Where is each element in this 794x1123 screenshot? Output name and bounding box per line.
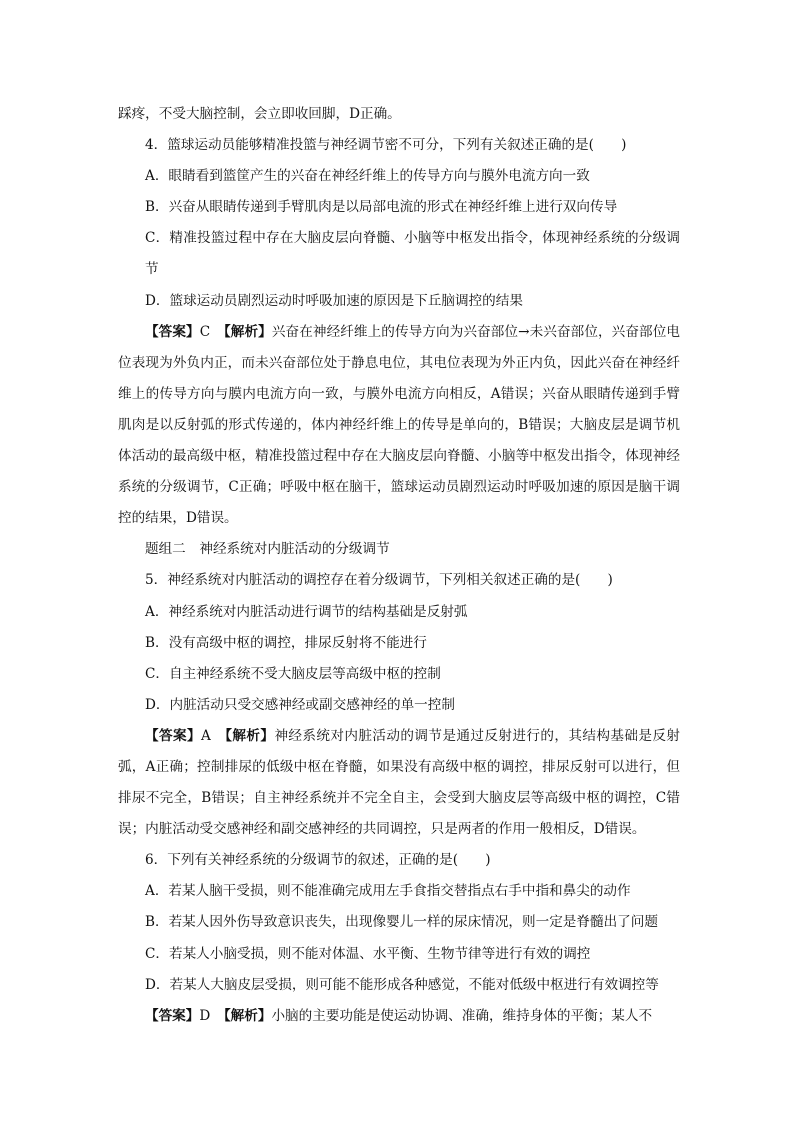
- question-4-option-d: D．篮球运动员剧烈运动时呼吸加速的原因是下丘脑调控的结果: [145, 292, 523, 309]
- question-6-option-d: D．若某人大脑皮层受损，则可能不能形成各种感觉，不能对低级中枢进行有效调控等: [145, 976, 659, 993]
- question-5-option-c: C．自主神经系统不受大脑皮层等高级中枢的控制: [145, 665, 441, 682]
- question-5-stem: 5．神经系统对内脏活动的调控存在着分级调节，下列相关叙述正确的是( ): [145, 572, 613, 589]
- document-body: [118, 99, 680, 1032]
- answer-letter: D: [199, 1007, 224, 1024]
- question-6-option-c: C．若某人小脑受损，则不能对体温、水平衡、生物节律等进行有效的调控: [145, 945, 591, 962]
- question-4-stem: 4．篮球运动员能够精准投篮与神经调节密不可分，下列有关叙述正确的是( ): [145, 137, 627, 154]
- continued-explanation: 踩疼，不受大脑控制，会立即收回脚，D正确。: [118, 106, 401, 122]
- analysis-text: 兴奋在神经纤维上的传导方向为兴奋部位→未兴奋部位，兴奋部位电位表现为外负内正，而未兴奋部位处于静息电位，其电位表现为外正内负，因此兴奋在神经纤维上的传导方向与膜内电流方向一致，与膜外电流方向相反，A错误；兴奋从眼睛传递到手臂肌肉是以反射弧的形式传递的，体内神经纤维上的传导是单向的，B错误；大脑皮层是调节机体活动的最高级中枢，精准投篮过程中存在大脑皮层向脊髓、小脑等中枢发出指令，体现神经系统的分级调节，C正确；呼吸中枢在脑干，篮球运动员剧烈运动时呼吸加速的原因是脑干调控的结果，D错误。: [118, 323, 681, 527]
- answer-tag: 【答案】: [145, 323, 200, 340]
- question-5-option-b: B．没有高级中枢的调控，排尿反射将不能进行: [145, 634, 427, 651]
- question-5-option-a: A．神经系统对内脏活动进行调节的结构基础是反射弧: [145, 603, 468, 620]
- analysis-text: 小脑的主要功能是使运动协调、准确，维持身体的平衡；某人不: [271, 1007, 653, 1024]
- answer-tag: 【答案】: [145, 727, 201, 744]
- answer-5: [118, 721, 680, 845]
- question-6-option-b: B．若某人因外伤导致意识丧失，出现像婴儿一样的尿床情况，则一定是脊髓出了问题: [145, 914, 658, 931]
- analysis-tag: 【解析】: [223, 1007, 272, 1024]
- answer-tag: 【答案】: [145, 1007, 200, 1024]
- question-4-option-c: C．精准投篮过程中存在大脑皮层向脊髓、小脑等中枢发出指令，体现神经系统的分级调节: [145, 230, 680, 278]
- answer-6: [118, 1001, 680, 1032]
- analysis-tag: 【解析】: [225, 727, 275, 744]
- group-2-heading: 题组二 神经系统对内脏活动的分级调节: [145, 541, 390, 558]
- answer-letter: C: [199, 323, 224, 340]
- answer-4: [118, 317, 680, 535]
- analysis-tag: 【解析】: [223, 323, 272, 340]
- question-5-option-d: D．内脏活动只受交感神经或副交感神经的单一控制: [145, 696, 455, 713]
- question-6-option-a: A．若某人脑干受损，则不能准确完成用左手食指交替指点右手中指和鼻尖的动作: [145, 883, 631, 900]
- question-6-stem: 6．下列有关神经系统的分级调节的叙述，正确的是( ): [145, 852, 491, 869]
- question-4-option-b: B．兴奋从眼睛传递到手臂肌肉是以局部电流的形式在神经纤维上进行双向传导: [145, 199, 618, 216]
- answer-letter: A: [201, 727, 226, 744]
- question-4-option-a: A．眼睛看到篮筐产生的兴奋在神经纤维上的传导方向与膜外电流方向一致: [145, 168, 590, 185]
- analysis-text: 神经系统对内脏活动的调节是通过反射进行的，其结构基础是反射弧，A正确；控制排尿的低级中枢在脊髓，如果没有高级中枢的调控，排尿反射可以进行，但排尿不完全，B错误；自主神经系统并不完全自主，会受到大脑皮层等高级中枢的调控，C错误；内脏活动受交感神经和副交感神经的共同调控，只是两者的作用一般相反，D错误。: [118, 727, 681, 838]
